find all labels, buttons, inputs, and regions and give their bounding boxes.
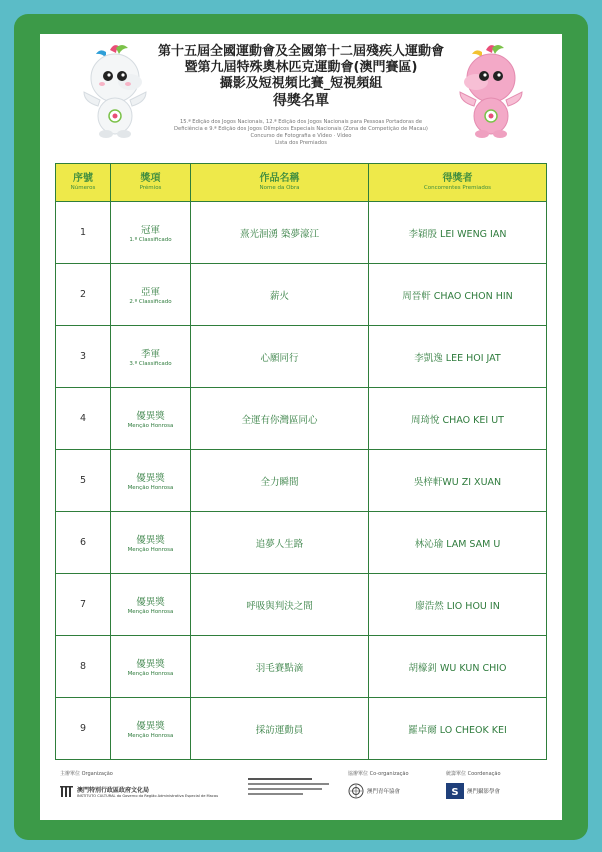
row-number: 8 [56,636,111,698]
cultural-institute-logo-icon [60,786,74,798]
title-line: 暨第九屆特殊奧林匹克運動會(澳門賽區) [184,60,418,75]
pt-line: 15.ª Edição dos Jogos Nacionais, 12.ª Edição dos Jogos Nacionais para Pessoas Portadoras de [179,119,423,125]
title-block [150,44,452,110]
coordinator-block [446,770,501,799]
header-number: 序號 Números [56,164,111,202]
table-row [56,636,547,698]
mascot-white-icon [82,44,148,140]
svg-text:S: S [451,787,459,798]
table-header-row [56,164,547,202]
row-prize: 優異獎 Menção Honrosa [111,450,191,512]
row-prize: 季軍 3.º Classificado [111,326,191,388]
table-row [56,698,547,760]
row-work: 薪火 [191,264,369,326]
row-prize: 優異獎 Menção Honrosa [111,388,191,450]
mascot-pink-icon [458,44,524,140]
row-prize: 冠軍 1.º Classificado [111,202,191,264]
pt-line: Lista dos Premiados [275,140,327,146]
pt-line: Concurso de Fotografia e Vídeo · Vídeo [250,133,352,139]
table-row [56,202,547,264]
row-prize: 優異獎 Menção Honrosa [111,636,191,698]
row-number: 2 [56,264,111,326]
row-number: 5 [56,450,111,512]
organizer-name-en: INSTITUTO CULTURAL do Governo da Região Administrativa Especial de Macau [77,794,219,798]
row-work: 全運有你灣區同心 [191,388,369,450]
organizer-caption: 主辦單位 Organização [60,771,113,777]
row-number: 4 [56,388,111,450]
row-work: 羽毛賽點滴 [191,636,369,698]
row-winner: 廖浩然 LIO HOU IN [369,574,547,636]
coordinator-caption: 統籌單位 Coordenação [446,771,501,777]
row-number: 1 [56,202,111,264]
title-line: 第十五屆全國運動會及全國第十二屆殘疾人運動會 [157,44,444,59]
coorganizer-caption: 協辦單位 Co-organização [348,771,409,777]
row-number: 6 [56,512,111,574]
row-winner: 李穎殷 LEI WENG IAN [369,202,547,264]
header-prize: 獎項 Prémios [111,164,191,202]
row-prize: 優異獎 Menção Honrosa [111,512,191,574]
table-row [56,512,547,574]
table-row [56,326,547,388]
pt-line: Deficiência e 9.ª Edição dos Jogos Olímpicos Especiais Nacionais (Zona de Competição de Macau) [174,126,428,132]
footer [60,770,540,810]
header-winner: 得獎者 Concorrentes Premiados [369,164,547,202]
row-winner: 吳梓軒WU ZI XUAN [369,450,547,512]
row-prize: 優異獎 Menção Honrosa [111,698,191,760]
row-winner: 周琦悅 CHAO KEI UT [369,388,547,450]
awards-table [55,163,547,760]
coorganizer-name: 澳門青年協會 [367,789,401,795]
row-work: 全力瞬間 [191,450,369,512]
table-row [56,450,547,512]
row-winner: 胡檺釗 WU KUN CHIO [369,636,547,698]
row-work: 追夢人生路 [191,512,369,574]
youth-association-logo-icon [348,783,364,799]
coorganizer-block [348,770,409,799]
row-work: 採訪運動員 [191,698,369,760]
row-work: 心願同行 [191,326,369,388]
row-number: 9 [56,698,111,760]
photo-society-logo-icon [446,783,464,799]
header-work: 作品名稱 Nome da Obra [191,164,369,202]
table-row [56,264,547,326]
row-number: 3 [56,326,111,388]
portuguese-subtitle [160,119,442,147]
row-work: 熹光洄湧 築夢濠江 [191,202,369,264]
row-winner: 羅卓爾 LO CHEOK KEI [369,698,547,760]
table-row [56,574,547,636]
fine-print [248,778,340,795]
row-number: 7 [56,574,111,636]
row-winner: 李凱逸 LEE HOI JAT [369,326,547,388]
row-winner: 周晉軒 CHAO CHON HIN [369,264,547,326]
table-row [56,388,547,450]
title-line: 得獎名單 [273,93,329,109]
row-winner: 林沁瑜 LAM SAM U [369,512,547,574]
organizer-block [60,770,218,798]
coordinator-name: 澳門攝影學會 [467,789,501,795]
title-line: 攝影及短視頻比賽_短視頻組 [219,76,383,91]
organizer-name: 澳門特別行政區政府文化局 [77,787,150,794]
row-prize: 亞軍 2.º Classificado [111,264,191,326]
row-work: 呼吸與判決之間 [191,574,369,636]
row-prize: 優異獎 Menção Honrosa [111,574,191,636]
